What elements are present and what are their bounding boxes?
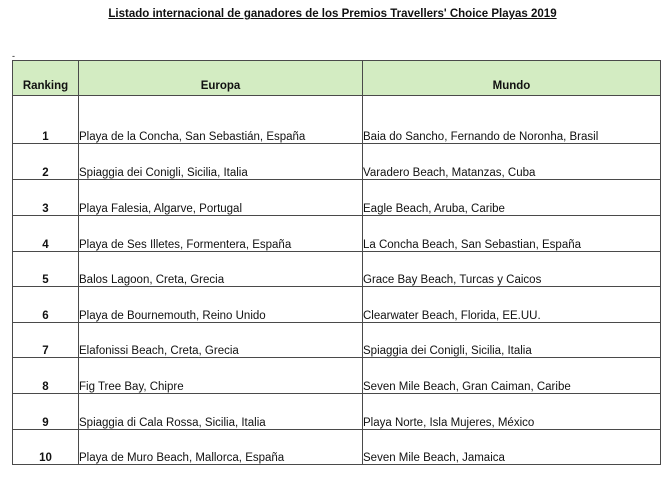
rank-cell: 8	[13, 358, 79, 394]
table-row	[13, 252, 661, 287]
rank-cell: 9	[13, 394, 79, 430]
header-europa: Europa	[79, 61, 363, 96]
header-ranking: Ranking	[13, 61, 79, 96]
table-header-row	[13, 61, 661, 96]
rank-cell: 4	[13, 216, 79, 252]
mundo-cell: Spiaggia dei Conigli, Sicilia, Italia	[363, 323, 661, 358]
rank-cell: 1	[13, 96, 79, 144]
rank-cell: 6	[13, 287, 79, 323]
rank-cell: 10	[13, 430, 79, 465]
table-row	[13, 144, 661, 180]
table-row	[13, 180, 661, 216]
rank-cell: 3	[13, 180, 79, 216]
rank-cell: 2	[13, 144, 79, 180]
europa-cell: Playa de Ses Illetes, Formentera, España	[79, 216, 363, 252]
table-row	[13, 430, 661, 465]
table-row	[13, 394, 661, 430]
document-title: Listado internacional de ganadores de los Premios Travellers' Choice Playas 2019	[108, 8, 557, 20]
table-row	[13, 287, 661, 323]
table-row	[13, 358, 661, 394]
table-row	[13, 96, 661, 144]
europa-cell: Playa de Muro Beach, Mallorca, España	[79, 430, 363, 465]
mundo-cell: Varadero Beach, Matanzas, Cuba	[363, 144, 661, 180]
europa-cell: Balos Lagoon, Creta, Grecia	[79, 252, 363, 287]
rank-cell: 5	[13, 252, 79, 287]
beach-ranking-table	[12, 60, 661, 465]
europa-cell: Playa Falesia, Algarve, Portugal	[79, 180, 363, 216]
header-mundo: Mundo	[363, 61, 661, 96]
europa-cell: Playa de Bournemouth, Reino Unido	[79, 287, 363, 323]
europa-cell: Spiaggia di Cala Rossa, Sicilia, Italia	[79, 394, 363, 430]
mundo-cell: Clearwater Beach, Florida, EE.UU.	[363, 287, 661, 323]
mundo-cell: La Concha Beach, San Sebastian, España	[363, 216, 661, 252]
europa-cell: Fig Tree Bay, Chipre	[79, 358, 363, 394]
stray-mark: -	[12, 51, 15, 61]
table-row	[13, 323, 661, 358]
rank-cell: 7	[13, 323, 79, 358]
mundo-cell: Seven Mile Beach, Jamaica	[363, 430, 661, 465]
mundo-cell: Seven Mile Beach, Gran Caiman, Caribe	[363, 358, 661, 394]
mundo-cell: Grace Bay Beach, Turcas y Caicos	[363, 252, 661, 287]
europa-cell: Playa de la Concha, San Sebastián, España	[79, 96, 363, 144]
table-row	[13, 216, 661, 252]
mundo-cell: Playa Norte, Isla Mujeres, México	[363, 394, 661, 430]
europa-cell: Spiaggia dei Conigli, Sicilia, Italia	[79, 144, 363, 180]
mundo-cell: Baia do Sancho, Fernando de Noronha, Brasil	[363, 96, 661, 144]
mundo-cell: Eagle Beach, Aruba, Caribe	[363, 180, 661, 216]
europa-cell: Elafonissi Beach, Creta, Grecia	[79, 323, 363, 358]
